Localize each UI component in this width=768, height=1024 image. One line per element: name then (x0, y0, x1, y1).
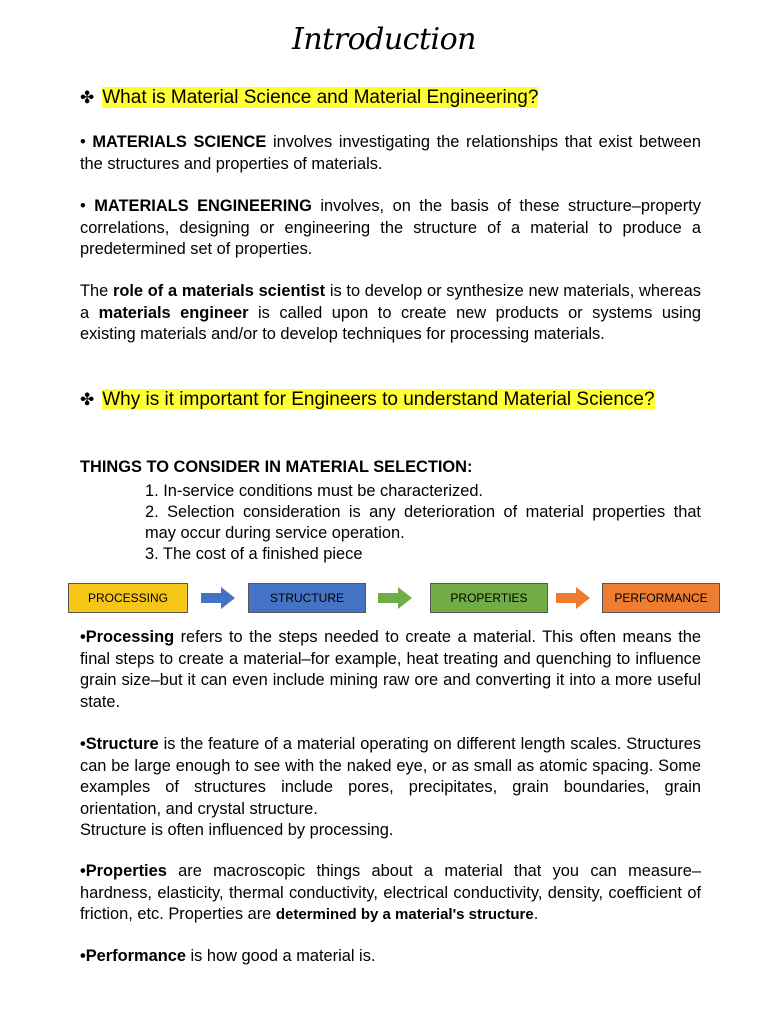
term-properties: •Properties (80, 862, 167, 880)
list-item: 3. The cost of a finished piece (145, 545, 363, 563)
structure-paragraph (80, 734, 701, 842)
processing-paragraph (80, 627, 701, 713)
text: is to develop or synthesize new materials, whereas a (80, 282, 701, 322)
arrow-right-icon (201, 587, 235, 609)
question-1 (80, 85, 701, 111)
structure-emphasis: determined by a material's structure (275, 906, 534, 923)
term-performance: •Performance (80, 947, 186, 965)
term-materials-science: MATERIALS SCIENCE (92, 133, 267, 151)
materials-engineer: materials engineer (98, 303, 249, 322)
bullet: • (80, 197, 86, 215)
process-flow-diagram (0, 578, 768, 618)
text: The (80, 282, 113, 300)
performance-paragraph (80, 946, 701, 968)
text: is called upon to create new products or systems using existing materials and/or to develop techniques for processing materials. (80, 303, 702, 343)
period: . (533, 905, 539, 923)
list-item: 1. In-service conditions must be characterized. (145, 482, 483, 500)
question-1-text: What is Material Science and Material Engineering? (102, 87, 539, 108)
role-paragraph (80, 281, 701, 346)
definition-text: refers to the steps needed to create a material. This often means the final steps to create a material–for example, heat treating and quenching to influence grain size–but it can even include mining raw ore and converting it into a more useful state. (80, 628, 701, 711)
definition-text: are macroscopic things about a material that you can measure–hardness, elasticity, thermal conductivity, electrical conductivity, density, coefficient of friction, etc. Properties are (80, 862, 701, 923)
performance-box: PERFORMANCE (602, 583, 720, 613)
role-of-scientist: role of a materials scientist (112, 282, 326, 300)
page-title: Introduction (292, 22, 476, 57)
structure-box: STRUCTURE (248, 583, 366, 613)
properties-paragraph (80, 861, 701, 926)
arrow-right-icon (378, 587, 412, 609)
question-2 (80, 387, 701, 413)
things-heading: THINGS TO CONSIDER IN MATERIAL SELECTION: (80, 458, 473, 476)
selection-list (145, 481, 701, 565)
question-2-text: Why is it important for Engineers to understand Material Science? (102, 389, 655, 410)
flower-bullet-icon: ✤ (80, 88, 95, 108)
term-materials-engineering: MATERIALS ENGINEERING (94, 197, 312, 215)
term-processing: •Processing (80, 628, 175, 646)
properties-box: PROPERTIES (430, 583, 548, 613)
structure-note: Structure is often influenced by processing. (80, 821, 394, 839)
definition-text: involves, on the basis of these structure–property correlations, designing or engineering the structure of a material to produce a predetermined set of properties. (80, 197, 701, 258)
arrow-right-icon (556, 587, 590, 609)
definition-text: is how good a material is. (185, 947, 376, 965)
bullet: • (80, 133, 86, 151)
processing-box: PROCESSING (68, 583, 188, 613)
definition-text: involves investigating the relationships that exist between the structures and properties of materials. (80, 133, 701, 173)
term-structure: •Structure (80, 735, 159, 753)
materials-engineering-paragraph (80, 196, 701, 261)
flower-bullet-icon: ✤ (80, 390, 95, 410)
definition-text: is the feature of a material operating on different length scales. Structures can be large enough to see with the naked eye, or as small as atomic spacing. Some examples of structures include pores, precipitates, grain boundaries, grain orientation, and crystal structure. (80, 735, 701, 818)
list-item: 2. Selection consideration is any deterioration of material properties that may occur during service operation. (145, 503, 701, 542)
materials-science-paragraph (80, 132, 701, 175)
